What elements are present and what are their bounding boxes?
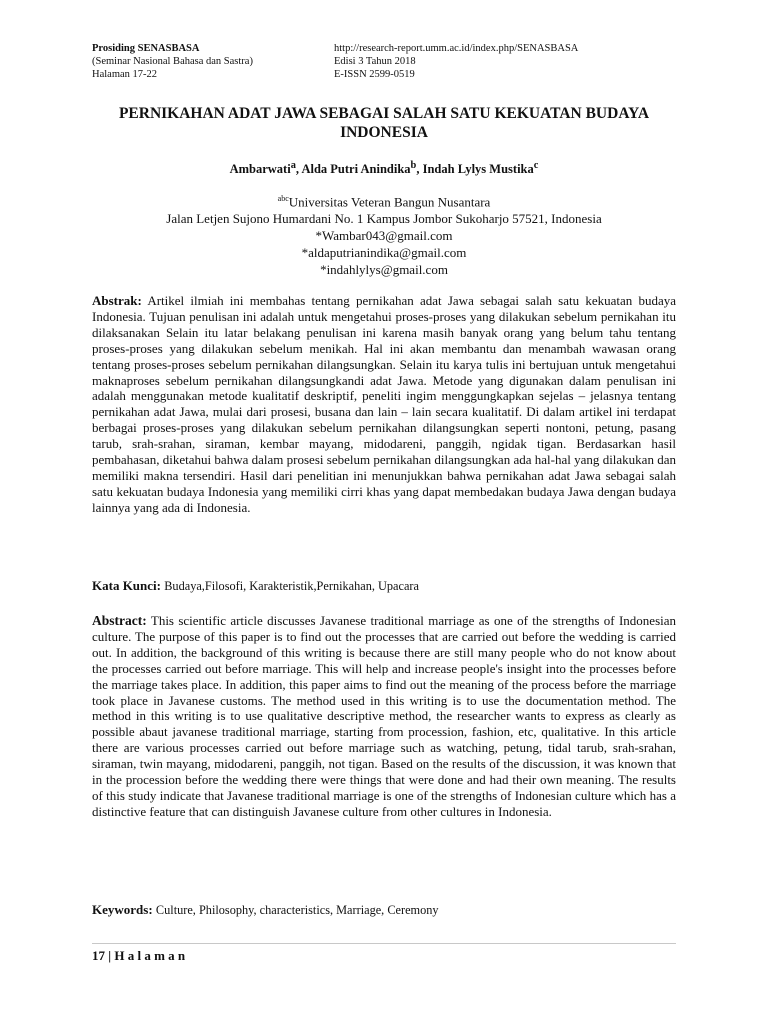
- kata-kunci-label: Kata Kunci:: [92, 578, 161, 593]
- abstrak-paragraph: [92, 293, 676, 516]
- author-sup: c: [533, 160, 539, 171]
- keywords-label: Keywords:: [92, 902, 153, 917]
- abstract-paragraph: [92, 613, 676, 820]
- page-footer: [92, 948, 185, 964]
- header-right: [334, 42, 578, 81]
- author-name: Alda Putri Anindika: [301, 162, 411, 177]
- author-sup: a: [290, 160, 296, 171]
- abstrak-text: Artikel ilmiah ini membahas tentang pernikahan adat Jawa sebagai salah satu kekuatan budaya Indonesia. Tujuan penulisan ini adalah untuk mengetahui proses-proses yang dilakukan sebelum pernikahan itu dilaksanakan Selain itu latar belakang penulisan ini karena masih banyak orang yang belum tahu tentang proses-proses yang dilakukan sebelum menikah. Hal ini akan membantu dan menambah wawasan orang tentang proses-proses sebelum pernikahan dilangsungkan. Selain itu karya tulis ini bertujuan untuk mengetahui maknaproses sebelum pernikahan dilangsungkandi adat Jawa. Metode yang digunakan dalam penulisan ini adalah menggunakan metode kualitatif deskriptif, peneliti ingim menggungkapkan sejelas – jelasnya tentang pernikahan adat Jawa, mulai dari prosesi, busana dan lain – lain secara kualitatif. Di dalam artikel ini terdapat berbagai proses-proses yang dilakukan sebelum pernikahan dilangsungkan seperti nontoni, petung, pasang tarub, srah-srahan, siraman, kembar mayang, midodareni, panggih, ngidak tigan. Berdasarkan hasil pembahasan, diketahui bahwa dalam prosesi sebelum pernikahan dilangsungkan ada hal-hal yang dilakukan dan memiliki makna tersendiri. Hasil dari penelitian ini menunjukkan bahwa pernikahan adat Jawa sebagai salah satu kekuatan budaya Indonesia yang memiliki cirri khas yang dapat membedakan budaya Jawa dengan budaya lainnya yang ada di Indonesia.: [92, 293, 676, 515]
- footer-label: H a l a m a n: [114, 948, 186, 963]
- edition: Edisi 3 Tahun 2018: [334, 56, 416, 67]
- abstract-label-text: Abstract: [92, 613, 143, 628]
- author-sup: b: [410, 160, 417, 171]
- email[interactable]: *aldaputrianindika@gmail.com: [301, 245, 467, 261]
- abstract-text: This scientific article discusses Javanese traditional marriage as one of the strengths of Indonesian culture. The purpose of this paper is to find out the processes that are carried out before the wedding is carried out. In addition, the background of this writing is because there are still many people who do not know about the processes carried out before marriage. This will help and increase people's insight into the processes before the marriage takes place. In addition, this paper aims to find out the meaning of the process before the marriage took place in Javanese customs. The method used in this writing is to use the documentation method. The method in this writing is to use qualitative descriptive method, the researcher wants to express as clearly as possible abaut javanese traditional marriage, starting from procession, fashion, etc, qualitative. In this article there are various processes carried out before marriage such as watching, petung, tidal tarub, srah-srahan, siraman, twin mayang, midodareni, panggih, not tigan. Based on the results of the discussion, it was known that in the procession before the wedding there were things that were done and had their own meaning. The results of this study indicate that Javanese traditional marriage is one of the strengths of Indonesian culture which has a distinctive feature that can distinguish Javanese culture from other cultures in Indonesia.: [92, 613, 677, 819]
- journal-url[interactable]: http://research-report.umm.ac.id/index.php/SENASBASA: [334, 43, 579, 54]
- university: [92, 190, 676, 210]
- footer-separator: |: [108, 948, 112, 963]
- author-name: Indah Lylys Mustika: [422, 162, 534, 177]
- page-number: 17: [92, 948, 105, 963]
- affiliation-block: [92, 190, 676, 278]
- kata-kunci: [92, 578, 676, 594]
- university-name: Universitas Veteran Bangun Nusantara: [288, 194, 491, 210]
- issn: E-ISSN 2599-0519: [334, 69, 415, 80]
- email[interactable]: *Wambar043@gmail.com: [315, 228, 453, 244]
- abstract-label: [92, 613, 147, 628]
- author-list: Ambarwati$^a$, Alda Putri Anindika$^b$, Indah Lylys Mustika$^c$: [229, 160, 539, 177]
- footer-divider: [92, 943, 676, 944]
- keywords-text: Culture, Philosophy, characteristics, Marriage, Ceremony: [155, 903, 439, 917]
- kata-kunci-text: Budaya,Filosofi, Karakteristik,Pernikahan, Upacara: [164, 579, 419, 593]
- abstract-colon: :: [142, 613, 147, 628]
- paper-title: PERNIKAHAN ADAT JAWA SEBAGAI SALAH SATU KEKUATAN BUDAYA INDONESIA: [118, 105, 650, 141]
- author-name: Ambarwati: [229, 162, 291, 177]
- affiliation-sup: abc: [277, 194, 289, 203]
- address: Jalan Letjen Sujono Humardani No. 1 Kampus Jombor Sukoharjo 57521, Indonesia: [166, 211, 602, 227]
- abstrak-label: Abstrak:: [92, 293, 142, 308]
- proceedings-subtitle: (Seminar Nasional Bahasa dan Sastra): [92, 56, 253, 67]
- page-range: Halaman 17-22: [92, 69, 158, 80]
- proceedings-name: Prosiding SENASBASA: [92, 43, 200, 54]
- email[interactable]: *indahlylys@gmail.com: [320, 262, 448, 278]
- keywords: [92, 902, 676, 918]
- header-left: [92, 42, 253, 81]
